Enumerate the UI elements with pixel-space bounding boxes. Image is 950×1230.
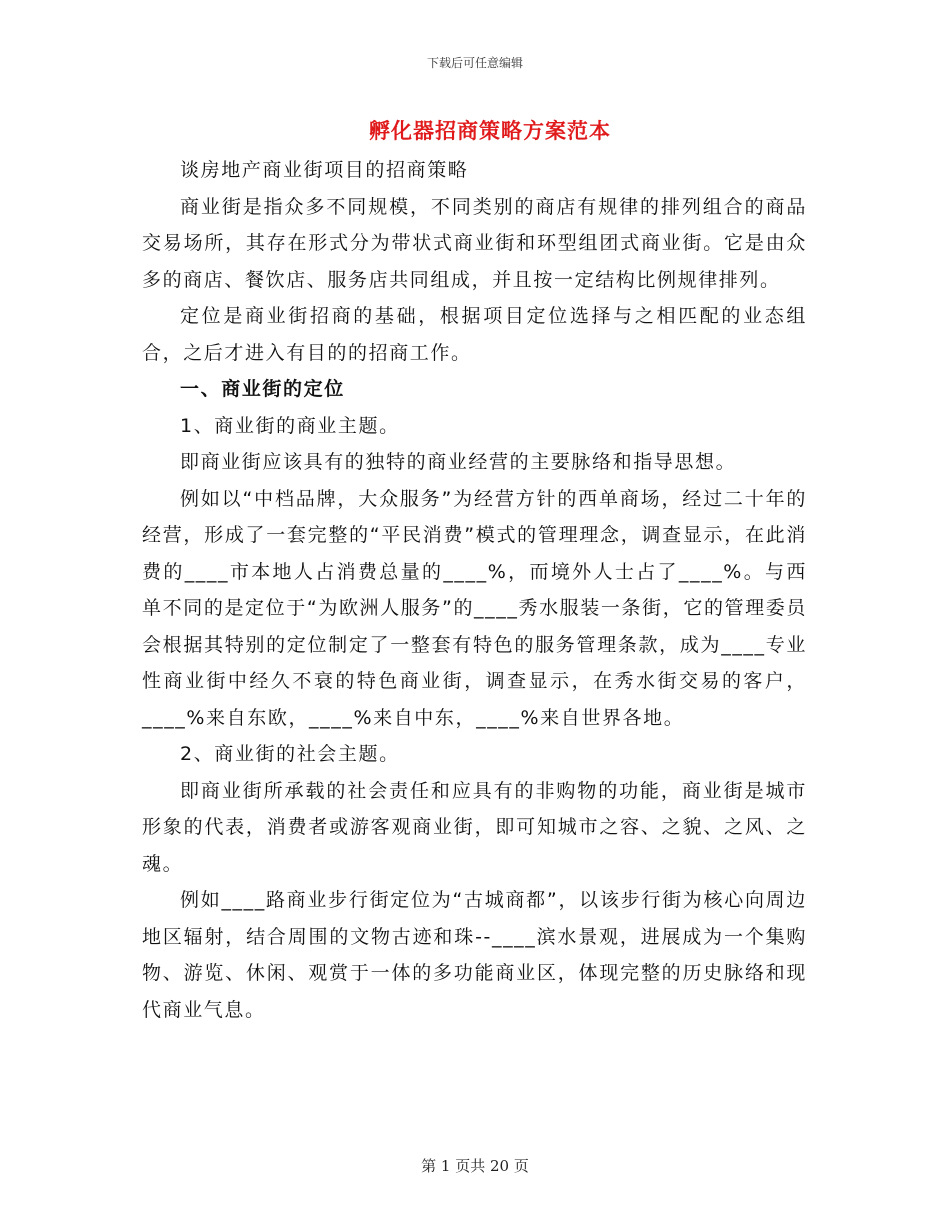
subsection-heading: 2、商业街的社会主题。 bbox=[180, 743, 400, 765]
header-note: 下载后可任意编辑 bbox=[426, 56, 523, 70]
body-paragraph: 即商业街所承载的社会责任和应具有的非购物的功能，商业街是城市形象的代表，消费者或游客观商业街，即可知城市之容、之貌、之风、之魂。 bbox=[142, 779, 807, 875]
subsection-heading: 1、商业街的商业主题。 bbox=[180, 414, 400, 437]
body-paragraph: 即商业街应该具有的独特的商业经营的主要脉络和指导思想。 bbox=[180, 451, 737, 473]
body-paragraph: 例如____路商业步行街定位为“古城商都”，以该步行街为核心向周边地区辐射，结合周围的文物古迹和珠--____滨水景观，进展成为一个集购物、游览、休闲、观赏于一体的多功能商业区，体现完整的历史脉络和现代商业气息。 bbox=[142, 889, 807, 1021]
document-title: 孵化器招商策略方案范本 bbox=[369, 119, 611, 143]
subtitle-paragraph: 谈房地产商业街项目的招商策略 bbox=[180, 159, 469, 181]
document-body bbox=[142, 152, 807, 1028]
page-footer: 第 1 页共 20 页 bbox=[421, 1157, 529, 1175]
body-paragraph: 例如以“中档品牌，大众服务”为经营方针的西单商场，经过二十年的经营，形成了一套完整的“平民消费”模式的管理理念，调查显示，在此消费的____市本地人占消费总量的____%，而境外人士占了____%。与西单不同的是定位于“为欧洲人服务”的____秀水服装一条街，它的管理委员会根据其特别的定位制定了一整套有特色的服务管理条款，成为____专业性商业街中经久不衰的特色商业街，调查显示，在秀水街交易的客户，____%来自东欧，____%来自中东，____%来自世界各地。 bbox=[142, 487, 807, 729]
body-paragraph: 定位是商业街招商的基础，根据项目定位选择与之相匹配的业态组合，之后才进入有目的的招商工作。 bbox=[142, 305, 807, 364]
body-paragraph: 商业街是指众多不同规模，不同类别的商店有规律的排列组合的商品交易场所，其存在形式分为带状式商业街和环型组团式商业街。它是由众多的商店、餐饮店、服务店共同组成，并且按一定结构比例规律排列。 bbox=[142, 195, 807, 291]
section-heading: 一、商业街的定位 bbox=[180, 378, 345, 400]
